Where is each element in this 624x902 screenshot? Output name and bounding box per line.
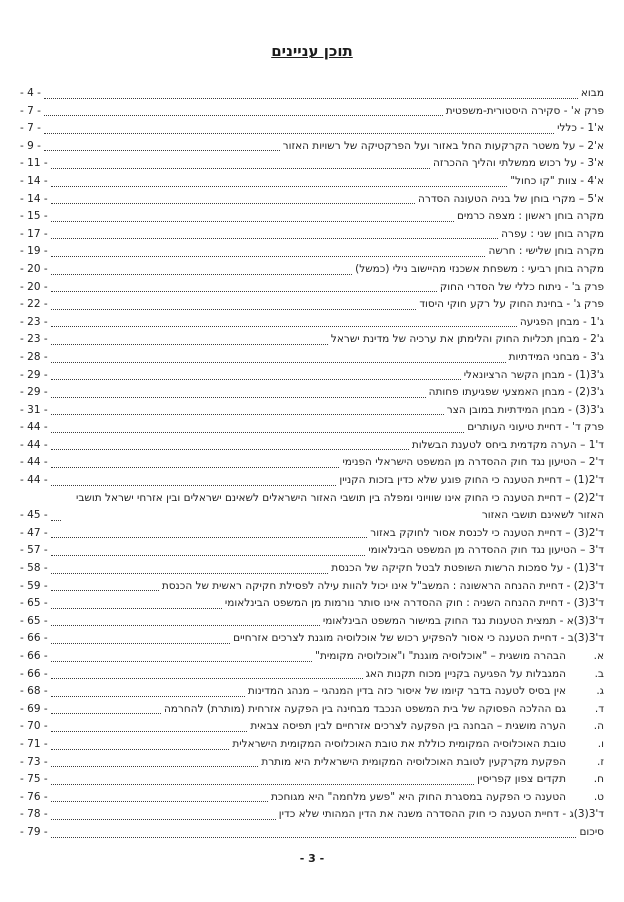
dotted-leader bbox=[51, 414, 444, 415]
toc-entry bbox=[20, 630, 604, 648]
toc-entry-text: א'3 - על רכוש ממשלתי והליך ההכרזה bbox=[432, 157, 604, 170]
toc-entry-page-number: - 9 - bbox=[20, 139, 41, 152]
dotted-leader bbox=[51, 625, 320, 626]
toc-entry-page-number: - 71 - bbox=[20, 737, 48, 750]
toc-entry bbox=[20, 279, 604, 297]
toc-entry-text: פרק ב' - ניתוח כללי של הסדרי החוק bbox=[439, 280, 604, 293]
toc-entry-page-number: - 58 - bbox=[20, 562, 48, 575]
dotted-leader bbox=[51, 326, 517, 327]
toc-entry bbox=[20, 103, 604, 121]
toc-entry-text: מקרה בוחן ראשון : מצפה כרמים bbox=[456, 210, 604, 223]
toc-entry-letter: ב. bbox=[594, 667, 604, 680]
toc-entry-page-number: - 20 - bbox=[20, 262, 48, 275]
toc-entry bbox=[20, 120, 604, 138]
dotted-leader bbox=[51, 397, 426, 398]
dotted-leader bbox=[51, 696, 245, 697]
toc-entry-page-number: - 7 - bbox=[20, 122, 41, 135]
toc-entry-page-number: - 4 - bbox=[20, 87, 41, 99]
dotted-leader bbox=[51, 766, 259, 767]
toc-entry-letter: ג. bbox=[596, 685, 604, 698]
toc-entry-text: ד'3(3)ג - דחיית הטענה כי חוק ההסדרה משנה את הדין המהותי שלא כדין bbox=[278, 808, 604, 821]
dotted-leader bbox=[51, 168, 430, 169]
toc-entry bbox=[20, 331, 604, 349]
toc-entry-text: ד'2 – הטיעון נגד חוק ההסדרה מן המשפט הישראלי הפנימי bbox=[342, 456, 604, 469]
toc-entry-text: גם ההלכה הפסוקה של בית המשפט הנכבד מבחינה בין הפקעה אזרחית (מותרת) להחרמה bbox=[163, 702, 566, 715]
toc-entry-page-number: - 44 - bbox=[20, 456, 48, 469]
toc-entry-text: ד'3(3)א - תמצית הטענות נגד החוק במישור המשפט הבינלאומי bbox=[322, 614, 604, 627]
toc-entry bbox=[20, 85, 604, 103]
toc-entry-text: סיכום bbox=[579, 825, 604, 838]
toc-entry-page-number: - 20 - bbox=[20, 280, 48, 293]
toc-entry-text: ד'3(2) - דחיית ההנחה הראשונה : המשב"ל אינו יכול להוות עילה לפסילת חקיקה ראשית של הכנסת bbox=[161, 579, 604, 592]
toc-entry-page-number: - 31 - bbox=[20, 403, 48, 416]
toc-entry-page-number: - 57 - bbox=[20, 544, 48, 557]
toc-entry-page-number: - 69 - bbox=[20, 702, 48, 715]
toc-entry-page-number: - 44 - bbox=[20, 421, 48, 434]
dotted-leader bbox=[51, 731, 248, 732]
toc-entry bbox=[20, 648, 604, 666]
dotted-leader bbox=[51, 537, 368, 538]
dotted-leader bbox=[51, 608, 222, 609]
toc-entry bbox=[20, 525, 604, 543]
toc-entry bbox=[20, 718, 604, 736]
dotted-leader bbox=[51, 801, 268, 802]
toc-entry-text: הטענה כי הפקעה במסגרת החוק היא "פשע מלחמה" היא מגוחכת bbox=[270, 790, 566, 803]
dotted-leader bbox=[51, 485, 337, 486]
dotted-leader bbox=[51, 837, 577, 838]
toc-entry-text: ד'3(3) - דחיית ההנחה השניה : חוק ההסדרה אינו סותר נורמות מן המשפט הבינלאומי bbox=[224, 597, 604, 610]
toc-entry-page-number: - 73 - bbox=[20, 755, 48, 768]
dotted-leader bbox=[51, 203, 415, 204]
toc-entry-page-number: - 11 - bbox=[20, 157, 48, 170]
toc-entry-text: אין בסיס לטענה בדבר קיומו של איסור כזה בדין המנהגי – מנהג המדינות bbox=[247, 685, 566, 698]
toc-entry-text: ג'3(2) - מבחן האמצעי שפגיעתו פחותה bbox=[428, 386, 604, 399]
toc-entry-page-number: - 66 - bbox=[20, 650, 48, 662]
dotted-leader bbox=[51, 661, 312, 662]
toc-entry-text: מקרה בוחן שלישי : חרשה bbox=[488, 245, 604, 258]
toc-entry bbox=[20, 155, 604, 173]
toc-entry bbox=[20, 367, 604, 385]
toc-entry bbox=[20, 138, 604, 156]
toc-entry-text: ג'1 - מבחן הפגיעה bbox=[519, 315, 604, 328]
dotted-leader bbox=[51, 819, 276, 820]
toc-entry-page-number: - 23 - bbox=[20, 315, 48, 328]
toc-entry bbox=[20, 754, 604, 772]
toc-entry-page-number: - 59 - bbox=[20, 579, 48, 592]
toc-entry-text: הערה מושגית – הבחנה בין הפקעה לצרכים אזרחיים לבין תפיסה צבאית bbox=[250, 720, 566, 733]
toc-entry-text: ג'2 - מבחן תכליות החוק והלימתן את ערכיה של מדינת ישראל bbox=[330, 333, 604, 346]
toc-entry bbox=[20, 226, 604, 244]
toc-entry-page-number: - 44 - bbox=[20, 474, 48, 487]
toc-entry-letter: ז. bbox=[597, 755, 604, 768]
dotted-leader bbox=[51, 221, 454, 222]
toc-entry-page-number: - 7 - bbox=[20, 104, 41, 117]
toc-entry bbox=[20, 243, 604, 261]
toc-entry-page-number: - 65 - bbox=[20, 614, 48, 627]
dotted-leader bbox=[51, 362, 506, 363]
toc-entry bbox=[20, 806, 604, 824]
toc-entry-text: ד'3 – הטיעון נגד חוק ההסדרה מן המשפט הבינלאומי bbox=[368, 544, 604, 557]
toc-entry-text: ג'3(1) - מבחן הקשר הרציונאלי bbox=[463, 368, 604, 381]
toc-entry-text: ד'2(2) – דחיית הטענה כי החוק אינו שוויוני ומפלה בין תושבי האזור הישראלים לשאינם ישראלים ובין אזרחי ישראל תושבי האזור לשאינם תושבי האזור bbox=[76, 491, 604, 522]
toc-entry-page-number: - 17 - bbox=[20, 227, 48, 240]
toc-entry-page-number: - 66 - bbox=[20, 667, 48, 680]
table-of-contents bbox=[20, 85, 604, 842]
toc-entry-page-number: - 14 - bbox=[20, 192, 48, 205]
toc-entry-text: ד'3(1) - על סמכות הרשות השופטת לבטל חקיקה של הכנסת bbox=[331, 562, 604, 575]
toc-entry-text: פרק ד' - דחיית טיעוני העותרים bbox=[467, 421, 604, 434]
dotted-leader bbox=[51, 713, 161, 714]
toc-entry bbox=[20, 542, 604, 560]
toc-entry-text: פרק ג' - בחינת החוק על רקע חוקי היסוד bbox=[419, 298, 604, 311]
dotted-leader bbox=[51, 238, 499, 239]
dotted-leader bbox=[51, 432, 465, 433]
toc-entry-letter: ד. bbox=[594, 702, 604, 715]
dotted-leader bbox=[44, 98, 578, 99]
toc-entry-text: ג'3 - מבחני המידתיות bbox=[508, 350, 604, 363]
toc-entry-page-number: - 45 - bbox=[20, 509, 48, 522]
toc-entry-letter: ט. bbox=[593, 790, 604, 803]
toc-entry bbox=[20, 824, 604, 842]
toc-entry-page-number: - 65 - bbox=[20, 597, 48, 610]
toc-entry-text: מקרה בוחן שני : עפרה bbox=[501, 227, 604, 240]
toc-entry bbox=[20, 208, 604, 226]
toc-entry-page-number: - 47 - bbox=[20, 526, 48, 539]
toc-entry-text: ד'2(3) – דחיית הטענה כי לכנסת אסור לחוקק באזור bbox=[370, 526, 604, 539]
toc-entry bbox=[20, 683, 604, 701]
page-title: תוכן עניינים bbox=[271, 42, 353, 60]
toc-entry-text: ג'3(3) - מבחן המידתיות במובן הצר bbox=[446, 403, 604, 416]
toc-entry bbox=[20, 173, 604, 191]
toc-entry-text: פרק א' - סקירה היסטורית-משפטית bbox=[445, 104, 604, 117]
toc-entry-page-number: - 14 - bbox=[20, 174, 48, 187]
toc-entry bbox=[20, 789, 604, 807]
dotted-leader bbox=[51, 590, 159, 591]
toc-entry-page-number: - 29 - bbox=[20, 368, 48, 381]
toc-entry-letter: ה. bbox=[593, 720, 604, 733]
toc-entry-text: ד'1 – הערה מקדמית ביחס לטענת הבשלות bbox=[411, 438, 604, 451]
toc-entry-page-number: - 28 - bbox=[20, 350, 48, 363]
dotted-leader bbox=[51, 467, 340, 468]
toc-entry-page-number: - 44 - bbox=[20, 438, 48, 451]
toc-entry-page-number: - 19 - bbox=[20, 245, 48, 258]
dotted-leader bbox=[44, 115, 443, 116]
toc-entry-page-number: - 70 - bbox=[20, 720, 48, 733]
toc-entry-text: המגבלות על הפגיעה בקניין מכוח תקנות האג bbox=[365, 667, 566, 680]
dotted-leader bbox=[51, 274, 353, 275]
dotted-leader bbox=[51, 784, 474, 785]
toc-entry-page-number: - 76 - bbox=[20, 790, 48, 803]
toc-entry-text: א'2 – על משטר הקרקעות החל באזור ועל הפרקטיקה של רשויות האזור bbox=[282, 139, 604, 152]
toc-entry-text: תקדים צפון קפריסין bbox=[477, 773, 566, 786]
toc-entry-page-number: - 29 - bbox=[20, 386, 48, 399]
toc-entry-letter: ו. bbox=[597, 737, 604, 750]
toc-entry-page-number: - 15 - bbox=[20, 210, 48, 223]
toc-entry bbox=[20, 296, 604, 314]
toc-entry bbox=[20, 578, 604, 596]
toc-entry bbox=[20, 771, 604, 789]
toc-entry bbox=[20, 613, 604, 631]
toc-entry bbox=[20, 314, 604, 332]
toc-entry-text: הפקעת מקרקעין לטובת האוכלוסיה המקומית הישראלית היא מותרת bbox=[261, 755, 566, 768]
toc-entry-page-number: - 66 - bbox=[20, 632, 48, 645]
dotted-leader bbox=[51, 520, 61, 521]
toc-entry-text: מקרה בוחן רביעי : משפחת אשכנזי מהיישוב נילי (כמשל) bbox=[355, 262, 604, 275]
toc-entry bbox=[20, 454, 604, 472]
toc-entry bbox=[20, 490, 604, 525]
dotted-leader bbox=[44, 133, 554, 134]
toc-entry-letter: ח. bbox=[593, 773, 604, 786]
footer-page-number: - 3 - bbox=[299, 851, 325, 865]
toc-entry bbox=[20, 419, 604, 437]
dotted-leader bbox=[51, 643, 230, 644]
toc-entry-text: טובת האוכלוסיה המקומית כוללת את טובת האוכלוסיה המקומית הישראלית bbox=[232, 737, 566, 750]
dotted-leader bbox=[44, 150, 280, 151]
dotted-leader bbox=[51, 573, 329, 574]
toc-entry bbox=[20, 595, 604, 613]
toc-entry-text: א'5 – מקרי בוחן של בניה הטעונה הסדרה bbox=[418, 192, 604, 205]
dotted-leader bbox=[51, 749, 230, 750]
toc-entry-letter: א. bbox=[593, 650, 604, 662]
toc-entry bbox=[20, 402, 604, 420]
dotted-leader bbox=[51, 555, 366, 556]
toc-entry bbox=[20, 384, 604, 402]
dotted-leader bbox=[51, 449, 409, 450]
toc-entry-page-number: - 23 - bbox=[20, 333, 48, 346]
toc-entry-page-number: - 68 - bbox=[20, 685, 48, 698]
dotted-leader bbox=[51, 186, 508, 187]
toc-entry-page-number: - 22 - bbox=[20, 298, 48, 311]
toc-entry bbox=[20, 261, 604, 279]
toc-entry-page-number: - 75 - bbox=[20, 773, 48, 786]
toc-entry-text: ד'3(3)ב - דחיית הטענה כי אסור להפקיע רכוש של אוכלוסיה מוגנת לצרכים אזרחיים bbox=[233, 632, 604, 645]
toc-entry-page-number: - 79 - bbox=[20, 825, 48, 838]
toc-entry bbox=[20, 666, 604, 684]
toc-entry bbox=[20, 701, 604, 719]
toc-entry bbox=[20, 560, 604, 578]
toc-entry bbox=[20, 191, 604, 209]
toc-entry-text: א'1 - כללי bbox=[557, 122, 604, 135]
toc-entry bbox=[20, 472, 604, 490]
toc-entry-page-number: - 78 - bbox=[20, 808, 48, 821]
dotted-leader bbox=[51, 256, 486, 257]
toc-entry-text: הבהרה מושגית – "אוכלוסיה מוגנת" ו"אוכלוסיה מקומית" bbox=[315, 650, 566, 662]
toc-entry bbox=[20, 437, 604, 455]
dotted-leader bbox=[51, 291, 437, 292]
dotted-leader bbox=[51, 309, 417, 310]
toc-entry bbox=[20, 349, 604, 367]
toc-entry-text: א'4 - צוות "קו כחול" bbox=[510, 174, 604, 187]
toc-entry-text: מבוא bbox=[580, 87, 604, 99]
dotted-leader bbox=[51, 379, 461, 380]
dotted-leader bbox=[51, 344, 328, 345]
dotted-leader bbox=[51, 678, 363, 679]
toc-entry bbox=[20, 736, 604, 754]
toc-entry-text: ד'2(1) – דחיית הטענה כי החוק פוגע שלא כדין בזכות הקניין bbox=[339, 474, 604, 487]
